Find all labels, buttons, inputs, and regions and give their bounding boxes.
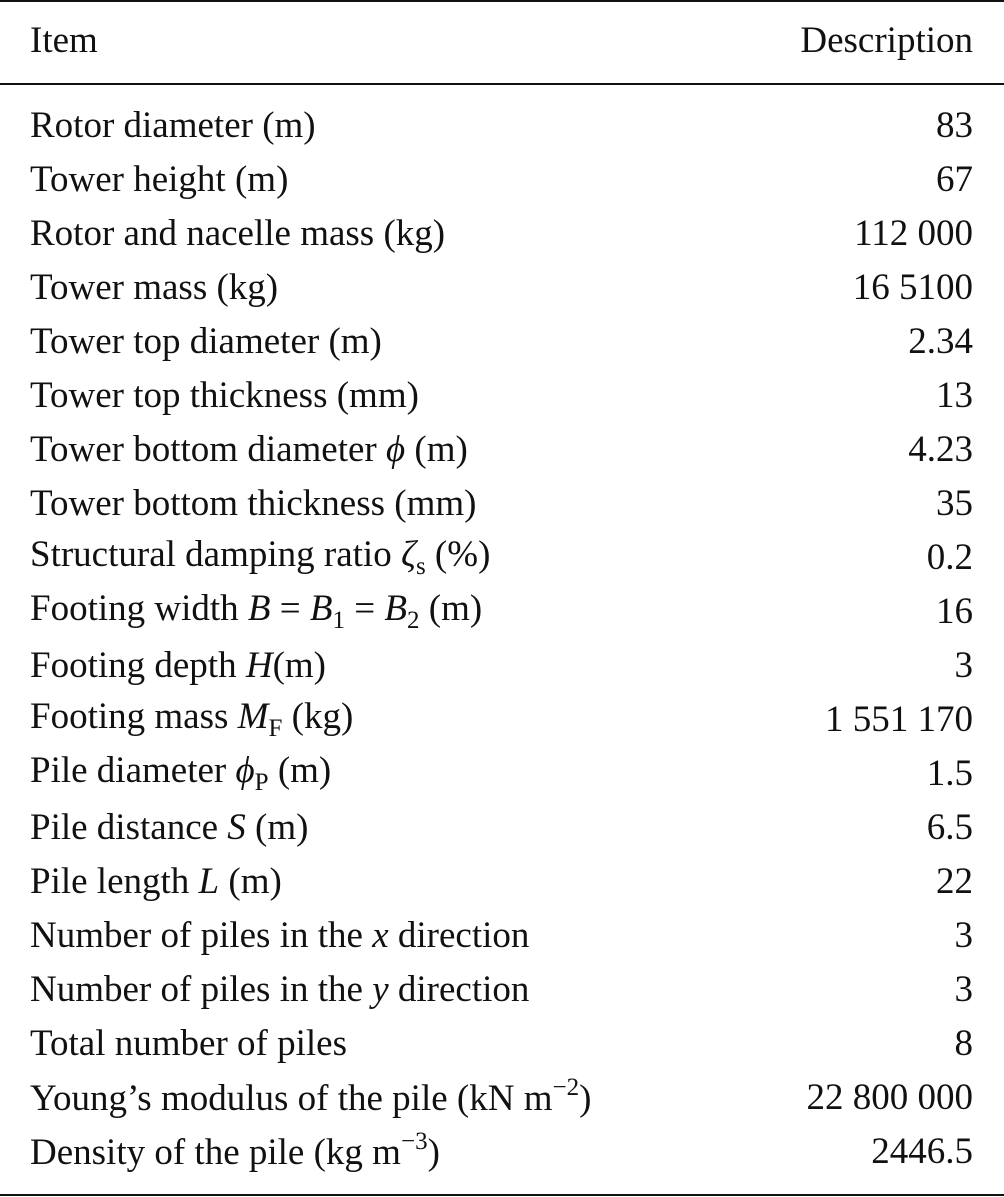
label-segment: Young’s modulus of the pile (kN m <box>30 1078 553 1119</box>
label-segment: 2 <box>407 607 420 634</box>
label-segment: B <box>309 588 333 629</box>
label-segment: P <box>254 769 269 796</box>
label-segment: (m) <box>272 644 327 686</box>
row-label <box>30 1074 591 1120</box>
row-value: 83 <box>936 104 973 146</box>
row-value: 4.23 <box>908 428 973 470</box>
row-value: 1 551 170 <box>825 698 973 740</box>
label-segment: Tower mass (kg) <box>30 266 279 308</box>
label-segment: Structural damping ratio <box>30 534 401 575</box>
label-segment: (m) <box>245 806 309 848</box>
header-row <box>30 13 973 67</box>
label-segment: ) <box>579 1078 592 1119</box>
label-segment: = <box>270 588 310 629</box>
row-value: 13 <box>936 374 973 416</box>
label-segment: ϕ <box>235 750 255 791</box>
header-rule <box>0 83 1004 85</box>
label-segment: (m) <box>219 860 282 902</box>
table-row <box>30 584 973 638</box>
header-item: Item <box>30 19 98 61</box>
table-row <box>30 152 973 206</box>
row-label <box>30 860 282 903</box>
label-segment: Number of piles in the <box>30 914 373 956</box>
label-segment: (m) <box>419 588 483 629</box>
table-row <box>30 638 973 692</box>
table-row <box>30 368 973 422</box>
row-label <box>30 482 476 525</box>
row-value: 2.34 <box>908 320 973 362</box>
label-segment: Total number of piles <box>30 1022 347 1064</box>
row-label <box>30 428 468 471</box>
label-segment: H <box>245 644 273 686</box>
table-row <box>30 800 973 854</box>
label-segment: Tower height (m) <box>30 158 289 200</box>
row-value: 2446.5 <box>871 1130 973 1172</box>
row-label <box>30 644 326 687</box>
label-segment: Tower top thickness (mm) <box>30 374 419 416</box>
label-segment: Rotor diameter (m) <box>30 104 316 146</box>
row-value: 1.5 <box>926 752 973 794</box>
label-segment: = <box>345 588 385 629</box>
row-value: 67 <box>936 158 973 200</box>
row-label <box>30 320 382 363</box>
label-segment: Footing width <box>30 588 248 629</box>
row-label <box>30 749 331 797</box>
row-value: 35 <box>936 482 973 524</box>
row-value: 8 <box>954 1022 973 1064</box>
row-label <box>30 806 308 849</box>
table-row <box>30 854 973 908</box>
label-segment: F <box>268 715 283 742</box>
label-segment: Pile length <box>30 860 199 902</box>
row-value: 112 000 <box>854 212 973 254</box>
table-row <box>30 1016 973 1070</box>
row-label <box>30 374 419 417</box>
label-segment: s <box>415 553 426 580</box>
label-segment: (m) <box>405 428 468 470</box>
label-segment: ζ <box>400 534 416 575</box>
table-row <box>30 476 973 530</box>
row-value: 0.2 <box>926 536 973 578</box>
row-label <box>30 1022 347 1065</box>
row-label <box>30 266 278 309</box>
row-value: 6.5 <box>926 806 973 848</box>
row-label <box>30 158 288 201</box>
label-segment: 1 <box>332 607 346 634</box>
row-value: 22 800 000 <box>806 1076 973 1118</box>
row-label <box>30 533 490 581</box>
label-segment: Tower top diameter (m) <box>30 320 382 362</box>
label-segment: −3 <box>400 1128 428 1155</box>
label-segment: direction <box>388 914 530 956</box>
row-label <box>30 695 353 743</box>
table-row <box>30 1070 973 1124</box>
label-segment: Pile distance <box>30 806 228 848</box>
label-segment: ϕ <box>386 428 406 470</box>
row-value: 3 <box>954 644 973 686</box>
row-label <box>30 914 529 957</box>
label-segment: x <box>372 914 389 956</box>
label-segment: y <box>372 968 389 1010</box>
table-row <box>30 1124 973 1178</box>
table-row <box>30 314 973 368</box>
label-segment: Rotor and nacelle mass (kg) <box>30 212 446 254</box>
label-segment: (m) <box>268 750 332 791</box>
label-segment: ) <box>427 1132 440 1173</box>
row-value: 16 5100 <box>852 266 973 308</box>
row-value: 3 <box>954 914 973 956</box>
row-label <box>30 587 482 635</box>
label-segment: S <box>227 806 246 848</box>
table-row <box>30 908 973 962</box>
table-row <box>30 746 973 800</box>
label-segment: Footing depth <box>30 644 246 686</box>
row-label <box>30 1128 440 1174</box>
label-segment: L <box>198 860 220 902</box>
label-segment: Number of piles in the <box>30 968 373 1010</box>
table-row <box>30 206 973 260</box>
label-segment: Footing mass <box>30 696 238 737</box>
table-row <box>30 422 973 476</box>
label-segment: Density of the pile (kg m <box>30 1132 401 1173</box>
row-label <box>30 104 316 147</box>
table-row <box>30 260 973 314</box>
row-label <box>30 212 445 255</box>
header-description: Description <box>800 19 973 61</box>
table-row <box>30 530 973 584</box>
label-segment: M <box>237 696 269 737</box>
top-rule <box>0 0 1004 2</box>
label-segment: −2 <box>552 1074 580 1101</box>
label-segment: (%) <box>425 534 491 575</box>
label-segment: direction <box>388 968 530 1010</box>
table-row <box>30 692 973 746</box>
row-value: 3 <box>954 968 973 1010</box>
label-segment: Tower bottom diameter <box>30 428 386 470</box>
row-value: 16 <box>936 590 973 632</box>
label-segment: Tower bottom thickness (mm) <box>30 482 477 524</box>
row-value: 22 <box>936 860 973 902</box>
label-segment: B <box>247 588 271 629</box>
bottom-rule <box>0 1194 1004 1196</box>
table-row <box>30 962 973 1016</box>
table-row <box>30 98 973 152</box>
row-label <box>30 968 529 1011</box>
label-segment: Pile diameter <box>30 750 236 791</box>
label-segment: (kg) <box>282 696 354 737</box>
label-segment: B <box>384 588 407 629</box>
